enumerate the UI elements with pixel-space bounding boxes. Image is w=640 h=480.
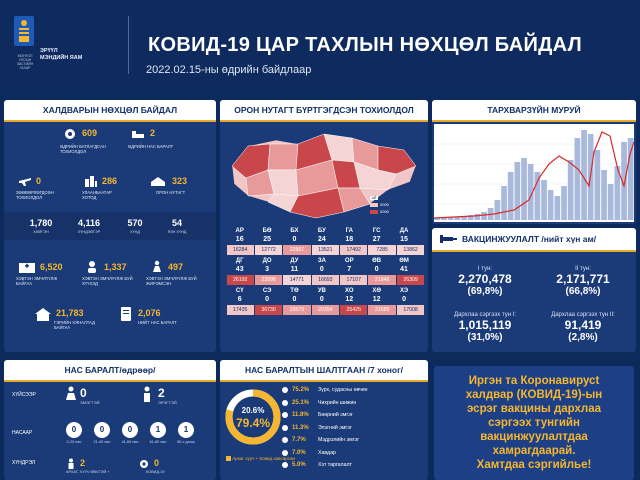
syringe-icon (440, 232, 458, 246)
section-heading: ВАКЦИНЖУУЛАЛТ /нийт хүн ам/ (462, 234, 597, 244)
daily-case-bar (561, 186, 567, 220)
booster1-label: Дархлаа сэргээх тун I: (453, 312, 517, 318)
dose2-label: II тун: (575, 266, 591, 272)
province-daily-cases: 16 (235, 236, 244, 243)
cause-label: Зүрх, судасны өвчин (318, 387, 368, 393)
pregnant-hospitalized (168, 262, 183, 272)
province-total-cases: 22567 (283, 245, 310, 255)
province-code: ГС (372, 228, 381, 234)
booster1-pct: (31,0%) (467, 332, 503, 343)
province-total-cases: 26309 (397, 275, 424, 285)
daily-case-bar (568, 160, 574, 220)
cause-pct: 25.1% (292, 399, 310, 406)
male-deaths-value: 2 (158, 386, 165, 400)
province-code: ОР (344, 258, 354, 264)
section-heading: ХАЛДВАРЫН НӨХЦӨЛ БАЙДАЛ (4, 100, 216, 120)
hospital-building-icon (18, 260, 36, 274)
province-section (220, 100, 428, 352)
callout-line: эсрэг вакцины дархлаа (466, 403, 602, 415)
province-daily-cases: 0 (402, 296, 406, 303)
pregnant-caption (146, 276, 206, 286)
province-total-cases: 25425 (340, 305, 367, 315)
cause-pct: 7.0% (292, 449, 306, 456)
soyombo-emblem-icon (10, 14, 38, 54)
cause-label: Элэгний эмгэг (318, 424, 352, 431)
cause-row (282, 411, 353, 419)
ger-yurt-icon (150, 174, 166, 188)
daily-case-bar (495, 200, 501, 220)
organ-icon (282, 400, 288, 406)
province-code: ДУ (290, 258, 299, 264)
children-hospitalized (104, 262, 127, 272)
province-code: ЗА (317, 258, 326, 264)
covid-only-deaths-label: КОВИД-19 (146, 470, 165, 474)
header-divider (128, 16, 129, 74)
province-code: ДО (262, 258, 272, 264)
severity-critical-label: ЯЗН ХҮНД (167, 230, 187, 234)
cause-pct: 7.7% (292, 437, 306, 443)
home-icon (34, 306, 52, 322)
province-totals-row (226, 305, 425, 315)
ulaanbaatar-count (102, 176, 117, 186)
age-group-label: 41-60 нас (121, 440, 139, 444)
date-line: 2022.02.15-ны өдрийн байдлаар (146, 64, 312, 76)
section-heading: ОРОН НУТАГТ БҮРТГЭГДСЭН ТОХИОЛДОЛ (220, 100, 428, 120)
province-total-cases: 36730 (255, 305, 282, 315)
ulaanbaatar-caption (82, 190, 126, 200)
booster1-block (438, 312, 532, 343)
daily-case-bar (508, 172, 514, 220)
vaccination-section (432, 228, 636, 352)
local-label: ОРОН НУТАГТ (156, 190, 186, 195)
cause-row (282, 424, 352, 432)
age-group-count: 0 (94, 422, 110, 438)
province-total-cases: 23598 (255, 275, 282, 285)
heading-underline (4, 120, 216, 122)
province-total-cases: 7285 (368, 245, 395, 255)
province-positives-row (226, 296, 425, 305)
province-total-cases: 17492 (340, 245, 367, 255)
cause-row (282, 449, 336, 457)
booster1-value: 1,015,119 (458, 318, 512, 332)
cause-label: Хэт таргалалт (318, 462, 352, 468)
chronic-deaths-label: АРХАГ, ХУУЧ ӨВЧТЭЙ + (66, 470, 110, 474)
booster2-label: Дархлаа сэргээх тун II: (551, 312, 615, 318)
hospital-bed-icon (130, 126, 146, 142)
legend-row (370, 202, 420, 207)
virus-icon (62, 126, 78, 142)
deaths-today-caption (128, 144, 178, 149)
severity-mild-value: 1,780 (29, 218, 53, 228)
daily-case-bar (521, 158, 527, 220)
province-code: УВ (317, 288, 326, 294)
cause-label: Хавдар (318, 449, 336, 456)
province-daily-cases: 25 (263, 236, 271, 243)
legend-label: 0000 (380, 202, 389, 207)
ulaanbaatar-label: УЛААНБААТАР ХОТОД (82, 190, 112, 200)
airplane-icon (18, 174, 32, 188)
province-daily-cases: 43 (235, 266, 244, 273)
dose1-pct: (69,8%) (467, 286, 503, 297)
province-codes-row (226, 258, 425, 266)
pregnant-label: ХЭВТЭН ЭМЧЛҮҮЛЖ БУЙ ЖИРЭМСЭН (146, 276, 197, 286)
province-total-cases: 13521 (312, 245, 339, 255)
province-daily-cases: 0 (374, 266, 379, 273)
province-positives-row (226, 236, 425, 245)
hospitalized-caption (16, 276, 72, 286)
province-code: СЭ (262, 288, 272, 294)
province-table (226, 228, 425, 318)
province-daily-cases: 15 (400, 236, 408, 243)
legend-swatch (226, 456, 231, 461)
province-daily-cases: 12 (372, 296, 381, 303)
daily-case-bar (535, 172, 541, 220)
dose2-pct: (66,8%) (565, 286, 601, 297)
daily-case-bar (555, 196, 561, 220)
deaths-today-label: ӨДРИЙН НАС БАРАЛТ (128, 144, 174, 149)
donut-pct-small: 20.6% (241, 406, 265, 415)
child-icon (84, 260, 100, 274)
province-daily-cases: 12 (345, 296, 354, 303)
organ-icon (282, 425, 288, 431)
province-code: ДА (399, 228, 409, 234)
dose2-block (536, 266, 630, 297)
section-heading: НАС БАРАЛТЫН ШАЛТГААН /7 хоног/ (220, 360, 428, 380)
province-daily-cases: 7 (347, 266, 352, 273)
epi-curve-section (432, 100, 636, 224)
dose1-block (438, 266, 532, 297)
province-daily-cases: 0 (292, 296, 297, 303)
age-label: НАСААР (12, 430, 33, 436)
vaccination-heading-bar (432, 228, 636, 250)
heading-underline (432, 120, 636, 122)
page-title: КОВИД-19 ЦАР ТАХЛЫН НӨХЦӨЛ БАЙДАЛ (148, 34, 582, 56)
ministry-logo (10, 14, 110, 80)
province-daily-cases: 0 (319, 266, 324, 273)
female-deaths-value: 0 (80, 386, 87, 400)
pregnant-woman-icon (150, 260, 164, 274)
section-heading: НАС БАРАЛТ/өдрөөр/ (4, 360, 216, 380)
legend-swatch-light (370, 203, 378, 207)
epi-curve-chart (434, 124, 634, 222)
confirmed-today-value: 609 (82, 128, 98, 138)
map-legend (370, 196, 420, 226)
province-total-cases: 20394 (312, 305, 339, 315)
total-deaths-caption (138, 320, 186, 325)
province-total-cases: 16284 (227, 245, 254, 255)
organ-icon (282, 462, 288, 468)
total-deaths (138, 308, 161, 318)
age-group-count: 0 (122, 422, 138, 438)
province-daily-cases: 11 (290, 266, 299, 273)
cause-pct: 11.3% (292, 424, 309, 431)
province-codes-row (226, 228, 425, 236)
total-deaths-value: 2,076 (138, 308, 161, 318)
severity-moderate-value: 4,116 (77, 218, 101, 228)
header (0, 0, 640, 90)
province-code: ХЭ (399, 288, 409, 294)
callout-line: сэргээх тунгийн (488, 417, 580, 429)
province-code: ХӨ (372, 288, 381, 294)
callout-line: халдвар (КОВИД-19)-ын (465, 389, 603, 401)
province-code: СҮ (235, 288, 244, 294)
province-daily-cases: 18 (345, 236, 354, 243)
severity-severe-value: 570 (127, 218, 143, 228)
province-total-cases: 21848 (368, 275, 395, 285)
elderly-person-icon (66, 458, 76, 470)
province-code: ХО (345, 288, 354, 294)
table-spacer (226, 315, 425, 318)
dose1-label: I тун: (477, 266, 493, 272)
heading-underline (4, 380, 216, 382)
cause-row (282, 399, 356, 407)
callout-line: вакцинжуулалтдаа (480, 431, 588, 443)
vaccination-callout (434, 366, 634, 480)
daily-case-bar (481, 212, 487, 220)
sex-label: ХҮЙСЭЭР (12, 392, 36, 398)
children-value: 1,337 (104, 262, 127, 272)
virus-icon (138, 458, 150, 470)
children-label: ХЭВТЭН ЭМЧЛҮҮЛЖ БУЙ ХҮҮХЭД (82, 276, 133, 286)
callout-line: Иргэн та Коронавирусt (468, 375, 600, 387)
daily-case-bar (601, 170, 607, 220)
infection-section (4, 100, 216, 352)
province-totals-row (226, 275, 425, 285)
callout-line: хамрагдаарай. (492, 445, 576, 457)
condition-label: ХҮНДРЭЛ (12, 460, 36, 466)
booster2-pct: (2,8%) (568, 332, 598, 343)
confirmed-today-caption (60, 144, 110, 154)
age-group-label: 21-40 нас (93, 440, 111, 444)
province-total-cases: 16693 (312, 275, 339, 285)
daily-case-bar (608, 184, 614, 220)
daily-case-bar (541, 180, 547, 220)
severity-moderate-label: ХҮНДЭВТЭР (77, 230, 101, 234)
female-icon (66, 386, 76, 404)
daily-case-bar (441, 218, 447, 220)
legend-label: Архаг хууч + Ковид хавсарсан (232, 456, 295, 461)
children-caption (82, 276, 138, 286)
confirmed-today-label: ӨДРИЙН БАТЛАГДСАН ТОХИОЛДОЛ (60, 144, 106, 154)
province-total-cases: 17008 (397, 305, 424, 315)
cause-row (282, 461, 352, 469)
home-isolation-caption (54, 320, 102, 330)
province-code: ӨВ (372, 258, 382, 264)
daily-case-bar (548, 190, 554, 220)
province-total-cases: 26192 (227, 275, 254, 285)
province-daily-cases: 3 (265, 266, 270, 273)
hospitalized-value: 6,520 (40, 262, 63, 272)
severity-severe-label: ХҮНД (130, 230, 140, 234)
cause-row (282, 436, 359, 444)
covid-only-deaths-value: 0 (154, 458, 160, 468)
province-total-cases: 13862 (397, 245, 424, 255)
local-caption (156, 190, 204, 195)
province-daily-cases: 0 (319, 296, 324, 303)
province-total-cases: 20579 (283, 305, 310, 315)
province-total-cases: 12772 (255, 245, 282, 255)
cause-pct: 5.0% (292, 462, 306, 468)
legend-swatch-dark (370, 210, 378, 214)
cause-label: Бөөрний эмгэг (318, 412, 353, 418)
imported-count (36, 176, 41, 186)
age-group-count: 0 (66, 422, 82, 438)
dose2-value: 2,171,771 (556, 272, 610, 286)
province-daily-cases: 27 (372, 236, 381, 243)
daily-case-bar (595, 150, 601, 220)
confirmed-today (82, 128, 97, 138)
province-daily-cases: 0 (265, 296, 270, 303)
imported-label: ЗӨӨВӨРЛӨГДСӨН ТОХИОЛДОЛ (16, 190, 54, 200)
local-count (172, 176, 187, 186)
home-isolation-label: ГЭРИЙН ХЯНАЛТАД БАЙГАА (54, 320, 95, 330)
organ-icon (282, 387, 288, 393)
province-code: БХ (290, 228, 299, 234)
section-heading: ТАРХВАРЗҮЙН МУРУЙ (432, 100, 636, 120)
severity-mild-label: ХИЙГЭН (33, 230, 49, 234)
daily-case-bar (515, 162, 521, 220)
local-value: 323 (172, 176, 188, 186)
province-code: ӨМ (399, 258, 409, 264)
age-group-count: 1 (150, 422, 166, 438)
age-group-label: 61-80 нас (149, 440, 167, 444)
age-group-label: 0-20 нас (66, 440, 82, 444)
cause-pct: 11.8% (292, 412, 309, 418)
province-codes-row (226, 288, 425, 296)
heading-underline (432, 250, 636, 252)
male-icon (142, 386, 152, 404)
province-code: ГА (345, 228, 353, 234)
cause-pct: 75.2% (292, 387, 310, 393)
deaths-daily-section (4, 360, 216, 480)
imported-caption (16, 190, 64, 200)
deaths-today (150, 128, 155, 138)
female-deaths-label: ЭМЭГТЭЙ (80, 400, 100, 405)
booster2-value: 91,419 (564, 318, 602, 332)
legend-row (370, 196, 420, 200)
legend-key: АЙ (371, 196, 377, 200)
province-daily-cases: 41 (400, 266, 408, 273)
booster2-block (536, 312, 630, 343)
hospitalized-label: ХЭВТЭН ЭМЧЛҮҮЛЖ БАЙГАА (16, 276, 58, 286)
home-isolation-value: 21,783 (56, 308, 84, 318)
cause-label: Мэдрэлийн эмгэг (318, 437, 360, 443)
severity-critical-value: 54 (171, 218, 182, 228)
province-code: БУ (317, 228, 326, 234)
hospitalized (40, 262, 63, 272)
province-daily-cases: 6 (237, 296, 242, 303)
organ-icon (282, 437, 288, 443)
age-group-count: 1 (178, 422, 194, 438)
ministry-name-line2: МЭНДИЙН ЯАМ (40, 55, 83, 61)
cause-label: Чихрийн шижин (318, 399, 357, 406)
daily-case-bar (501, 186, 507, 220)
imported-value: 0 (36, 176, 42, 186)
province-code: АР (235, 228, 244, 234)
province-totals-row (226, 245, 425, 255)
province-total-cases: 21689 (368, 305, 395, 315)
province-daily-cases: 24 (317, 236, 326, 243)
province-daily-cases: 0 (292, 236, 297, 243)
total-deaths-label: НИЙТ НАС БАРАЛТ (138, 320, 177, 325)
death-causes-section (220, 360, 428, 480)
dose1-value: 2,270,478 (458, 272, 512, 286)
callout-line: Хамтдаа сэргийлье! (476, 459, 592, 471)
organ-icon (282, 412, 288, 418)
city-buildings-icon (84, 174, 98, 188)
province-positives-row (226, 266, 425, 275)
daily-case-bar (575, 138, 581, 220)
pregnant-value: 497 (168, 262, 184, 272)
province-total-cases: 14771 (283, 275, 310, 285)
ulaanbaatar-value: 286 (102, 176, 118, 186)
organ-icon (282, 450, 288, 456)
chronic-deaths-value: 2 (80, 458, 86, 468)
province-code: ДГ (235, 258, 244, 264)
donut-pct-big: 79.4% (235, 416, 271, 430)
home-isolation (56, 308, 84, 318)
age-group-label: 80-с дээш (177, 440, 195, 444)
heading-underline (220, 120, 428, 122)
province-total-cases: 17107 (340, 275, 367, 285)
deaths-today-value: 2 (150, 128, 156, 138)
province-total-cases: 17435 (227, 305, 254, 315)
male-deaths-label: ЭРЭГТЭЙ (158, 400, 177, 405)
ministry-name (40, 48, 82, 62)
cause-row (282, 386, 367, 394)
ministry-name-line1: ЭРҮҮЛ (40, 48, 58, 54)
legend-label: 0000 (380, 209, 389, 214)
province-code: БӨ (262, 228, 272, 234)
legend-row (370, 209, 420, 214)
heading-underline (220, 380, 428, 382)
province-code: ТӨ (290, 288, 299, 294)
medical-report-icon (118, 306, 134, 322)
emblem-caption: МОНГОЛ УЛСЫН ЗАСГИЙН ГАЗАР (16, 54, 34, 70)
